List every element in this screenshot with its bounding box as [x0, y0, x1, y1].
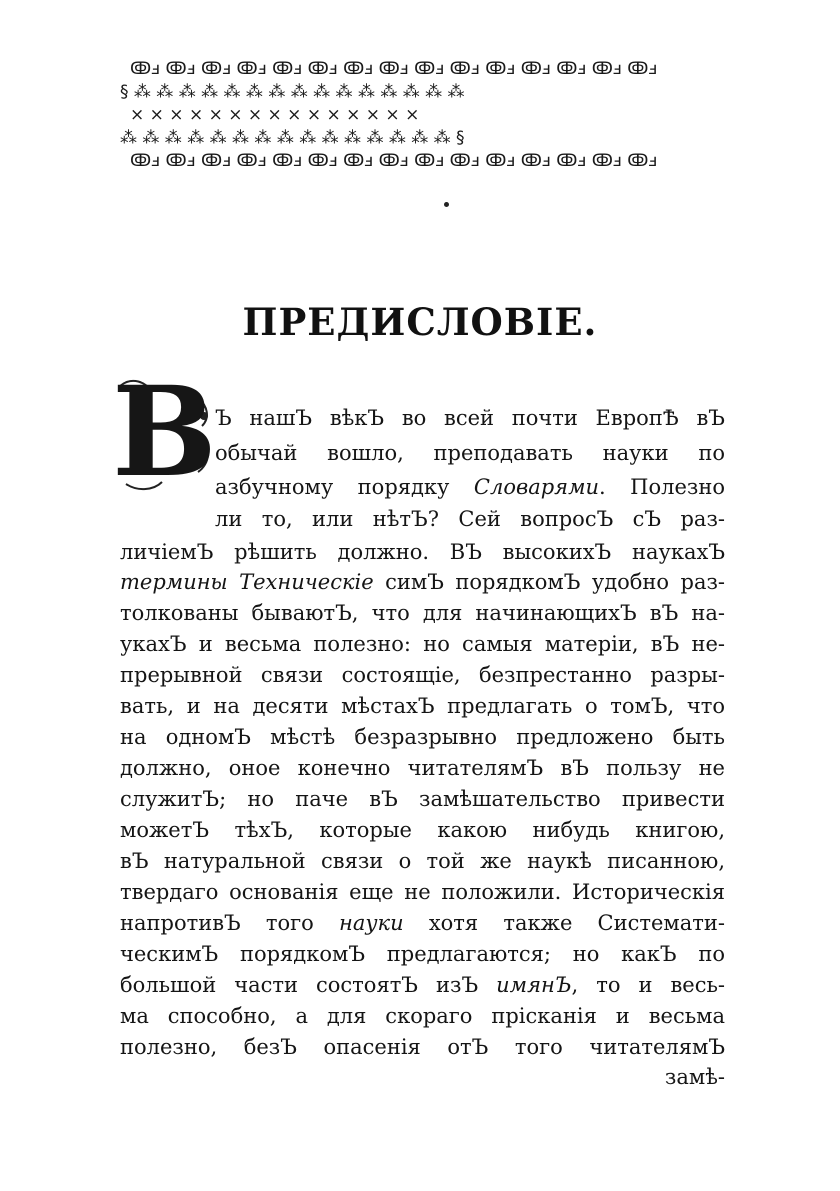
text-line: можетЪ тѣхЪ, которые какою нибудь книгою, — [120, 818, 725, 842]
text-span: . Полезно — [599, 475, 725, 499]
page-title: ПРЕДИСЛОВІЕ. — [242, 300, 598, 344]
text-line — [120, 972, 725, 999]
text-line: ма способно, а для скораго прісканія и весьма — [120, 1004, 725, 1028]
text-line — [120, 910, 725, 937]
text-line: вать, и на десяти мѣстахЪ предлагать о томЪ, что — [120, 694, 725, 718]
italic-term: имянЪ — [496, 973, 572, 997]
text-line: твердаго основанія еще не положили. Историческія — [120, 880, 725, 904]
italic-term: термины Техническіе — [120, 570, 374, 594]
text-line: Ъ нашЪ вѣкЪ во всей почти ЕвропѢ вЪ — [215, 406, 725, 430]
italic-term: науки — [339, 911, 404, 935]
ornament-row-bottom: ↂⅎ ↂⅎ ↂⅎ ↂⅎ ↂⅎ ↂⅎ ↂⅎ ↂⅎ ↂⅎ ↂⅎ ↂⅎ ↂⅎ ↂⅎ ↂⅎ ↂⅎ — [130, 151, 658, 171]
text-line: полезно, безЪ опасенія отЪ того читателямЪ — [120, 1035, 725, 1059]
text-span: азбучному порядку — [215, 475, 474, 499]
header-ornament — [118, 58, 722, 173]
text-line: вЪ натуральной связи о той же наукѣ писанною, — [120, 849, 725, 873]
text-span: хотя также Системати- — [403, 911, 725, 935]
text-span: , то и весь- — [571, 973, 726, 997]
text-span: симЪ порядкомЪ удобно раз- — [373, 570, 726, 594]
ornament-row-flowers-1: § ⁂ ⁂ ⁂ ⁂ ⁂ ⁂ ⁂ ⁂ ⁂ ⁂ ⁂ ⁂ ⁂ ⁂ ⁂ — [120, 82, 465, 102]
ornament-dot — [444, 202, 449, 207]
text-line: должно, оное конечно читателямЪ вЪ пользу не — [120, 756, 725, 780]
text-line: укахЪ и весьма полезно: но самыя матеріи, вЪ не- — [120, 632, 725, 656]
text-span: большой части состоятЪ изЪ — [120, 973, 497, 997]
text-span: напротивЪ того — [120, 911, 340, 935]
text-line: ли то, или нѣтЪ? Сей вопросЪ сЪ раз- — [215, 507, 725, 531]
ornament-row-crosses: × × × × × × × × × × × × × × × — [130, 105, 420, 125]
initial-letter: В — [112, 360, 217, 505]
ornament-row-flowers-2: ⁂ ⁂ ⁂ ⁂ ⁂ ⁂ ⁂ ⁂ ⁂ ⁂ ⁂ ⁂ ⁂ ⁂ ⁂ § — [120, 128, 465, 148]
text-line: прерывной связи состоящіе, безпрестанно разры- — [120, 663, 725, 687]
italic-term: Словарями — [473, 475, 600, 499]
text-line: толкованы бываютЪ, что для начинающихЪ вЪ на- — [120, 601, 725, 625]
text-line — [120, 569, 725, 596]
text-line — [215, 474, 725, 501]
catchword: замѣ- — [664, 1065, 725, 1089]
decorated-initial — [112, 360, 217, 505]
text-line: служитЪ; но паче вЪ замѣшательство привести — [120, 787, 725, 811]
text-line: обычай вошло, преподавать науки по — [215, 441, 725, 465]
text-line: на одномЪ мѣстѣ безразрывно предложено быть — [120, 725, 725, 749]
text-line: личіемЪ рѣшить должно. ВЪ высокихЪ наукахЪ — [120, 540, 725, 564]
text-line: ческимЪ порядкомЪ предлагаются; но какЪ по — [120, 942, 725, 966]
ornament-row-top: ↂⅎ ↂⅎ ↂⅎ ↂⅎ ↂⅎ ↂⅎ ↂⅎ ↂⅎ ↂⅎ ↂⅎ ↂⅎ ↂⅎ ↂⅎ ↂⅎ ↂⅎ — [130, 59, 658, 79]
